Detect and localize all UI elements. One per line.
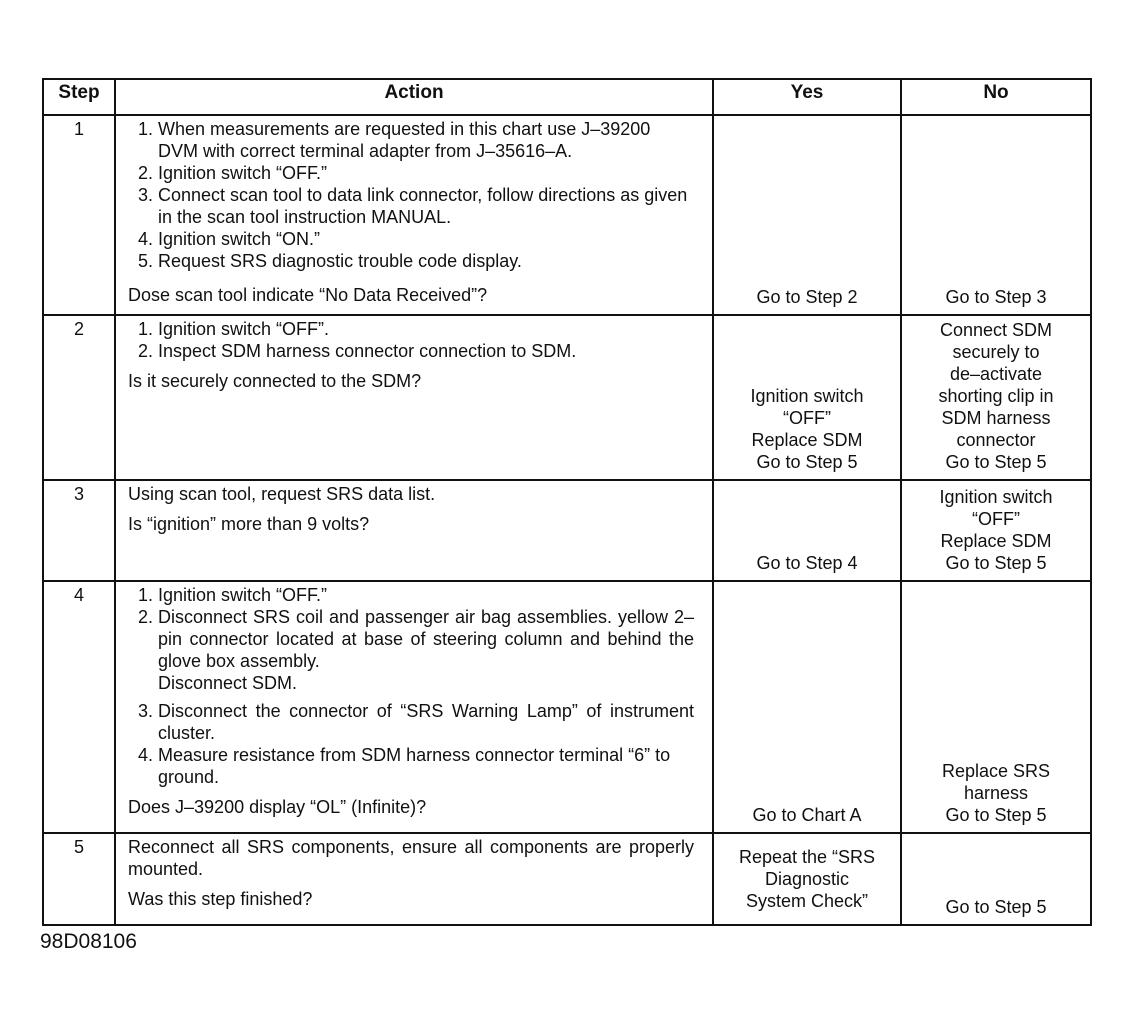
no-cell [901,315,1091,480]
no-line: Go to Step 5 [945,897,1047,917]
table-row [43,581,1091,833]
action-item-text: 2. Disconnect SRS coil and passenger air bag assemblies. yellow 2–pin connector located at base of steering column and behind the glove box assembly. [158,607,694,671]
action-item-extra: Disconnect SDM. [158,673,298,693]
table-row [43,115,1091,315]
step-number: 5 [43,833,115,925]
yes-line: Diagnostic [764,869,850,889]
action-item: 2. Ignition switch “OFF.” [158,162,694,184]
question-text: Does J–39200 display “OL” (Infinite)? [128,797,427,817]
no-line: securely to [952,342,1040,362]
no-line: Replace SDM [940,531,1052,551]
header-step: Step [43,79,115,115]
question-text: Was this step finished? [128,889,313,909]
no-line: “OFF” [972,509,1020,529]
table-row [43,833,1091,925]
no-line: Go to Step 5 [945,452,1047,472]
no-result [906,896,1086,918]
action-text: Reconnect all SRS components, ensure all components are properly mounted. [128,837,694,879]
action-cell [115,581,713,833]
yes-result [718,385,896,473]
action-item: 1. When measurements are requested in this chart use J–39200 DVM with correct terminal adapter from J–35616–A. [158,118,694,162]
yes-result [718,804,896,826]
header-row [43,79,1091,115]
no-line: SDM harness [941,408,1051,428]
yes-line: Go to Step 5 [756,452,858,472]
no-result [906,486,1086,574]
question-text: Dose scan tool indicate “No Data Received”? [128,285,488,305]
action-list [128,118,694,272]
yes-line: Go to Chart A [752,805,862,825]
no-line: Go to Step 5 [945,805,1047,825]
diagnostic-table [42,78,1092,926]
no-line: Go to Step 5 [945,553,1047,573]
no-result [906,760,1086,826]
yes-result [718,286,896,308]
yes-cell [713,480,901,581]
no-line: shorting clip in [938,386,1054,406]
action-cell [115,833,713,925]
no-line: Go to Step 3 [945,287,1047,307]
action-item: 5. Request SRS diagnostic trouble code display. [158,250,694,272]
action-item: 2. Inspect SDM harness connector connection to SDM. [158,340,694,362]
action-cell [115,115,713,315]
yes-line: Repeat the “SRS [738,847,876,867]
no-cell [901,833,1091,925]
question-text: Is “ignition” more than 9 volts? [128,514,370,534]
no-line: Ignition switch [939,487,1053,507]
no-result [906,286,1086,308]
action-text: Using scan tool, request SRS data list. [128,484,436,504]
yes-cell [713,315,901,480]
yes-result [718,552,896,574]
action-item: 3. Connect scan tool to data link connector, follow directions as given in the scan tool instruction MANUAL. [158,184,694,228]
no-line: Connect SDM [939,320,1053,340]
step-number: 1 [43,115,115,315]
question-text: Is it securely connected to the SDM? [128,371,422,391]
step-number: 4 [43,581,115,833]
yes-cell [713,115,901,315]
no-line: Replace SRS [941,761,1051,781]
header-yes: Yes [713,79,901,115]
header-no: No [901,79,1091,115]
no-result [906,319,1086,473]
action-item [158,606,694,694]
yes-line: “OFF” [783,408,831,428]
no-cell [901,581,1091,833]
figure-code: 98D08106 [40,930,137,953]
action-item: 4. Measure resistance from SDM harness connector terminal “6” to ground. [158,744,694,788]
yes-line: Ignition switch [750,386,864,406]
yes-line: Go to Step 2 [756,287,858,307]
no-line: de–activate [949,364,1043,384]
action-cell [115,315,713,480]
no-cell [901,480,1091,581]
yes-line: Replace SDM [751,430,863,450]
header-action: Action [115,79,713,115]
yes-result [718,846,896,912]
yes-line: System Check” [745,891,869,911]
action-list [128,318,694,362]
table-row [43,315,1091,480]
action-item: 1. Ignition switch “OFF”. [158,318,694,340]
action-item: 3. Disconnect the connector of “SRS Warning Lamp” of instrument cluster. [158,700,694,744]
yes-cell [713,581,901,833]
yes-line: Go to Step 4 [756,553,858,573]
step-number: 3 [43,480,115,581]
step-number: 2 [43,315,115,480]
action-item: 4. Ignition switch “ON.” [158,228,694,250]
action-list [128,584,694,788]
yes-cell [713,833,901,925]
table-row [43,480,1091,581]
action-cell [115,480,713,581]
no-line: harness [963,783,1029,803]
no-cell [901,115,1091,315]
no-line: connector [956,430,1036,450]
action-item: 1. Ignition switch “OFF.” [158,584,694,606]
